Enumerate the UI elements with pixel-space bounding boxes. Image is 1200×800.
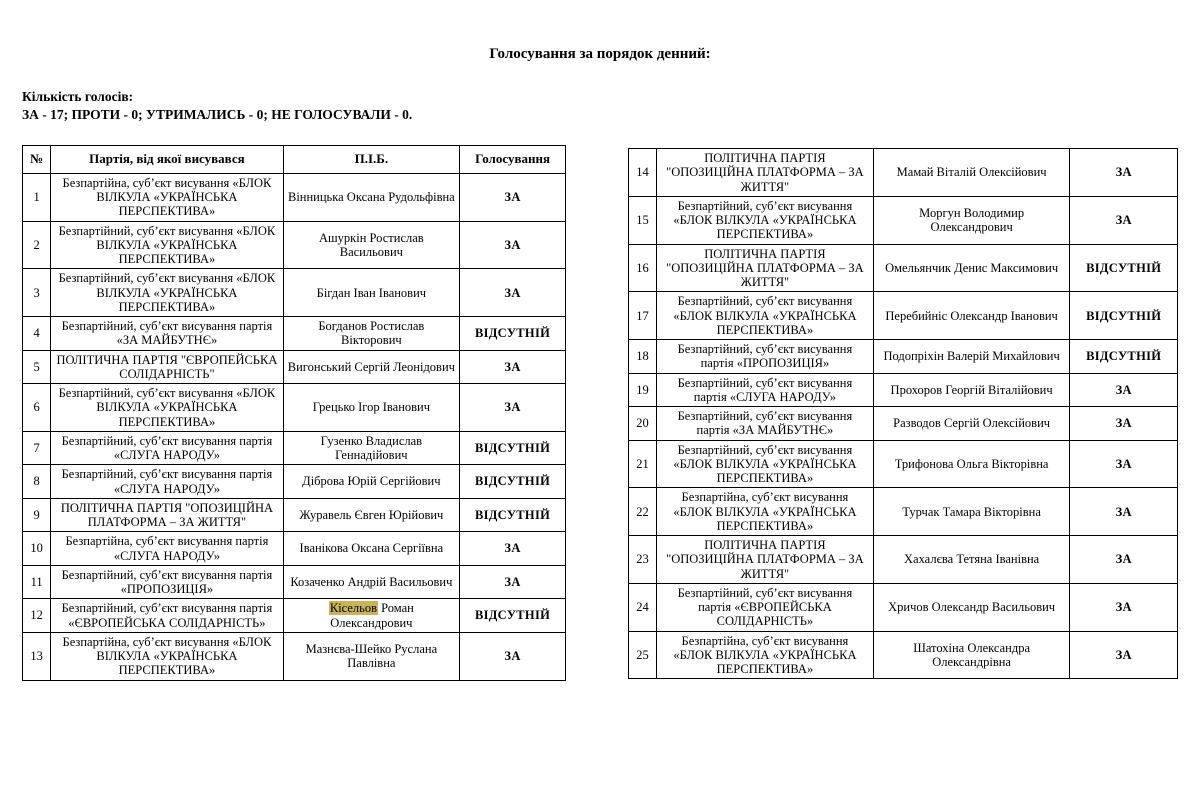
row-number-cell: 15 xyxy=(629,196,657,244)
table-row xyxy=(23,532,566,566)
party-cell: Безпартійний, суб’єкт висування «БЛОК ВІЛКУЛА «УКРАЇНСЬКА ПЕРСПЕКТИВА» xyxy=(656,292,873,340)
party-cell: Безпартійна, суб’єкт висування «БЛОК ВІЛКУЛА «УКРАЇНСЬКА ПЕРСПЕКТИВА» xyxy=(656,488,873,536)
vote-cell: ВІДСУТНІЙ xyxy=(460,599,566,633)
row-number-cell: 14 xyxy=(629,149,657,197)
table-row xyxy=(23,632,566,680)
person-name-cell: Мазнєва-Шейко Руслана Павлівна xyxy=(283,632,459,680)
vote-cell: ЗА xyxy=(460,384,566,432)
col-header-name: П.І.Б. xyxy=(283,146,459,174)
party-cell: Безпартійний, суб’єкт висування партія «ЗА МАЙБУТНЄ» xyxy=(51,317,283,351)
party-cell: Безпартійний, суб’єкт висування «БЛОК ВІЛКУЛА «УКРАЇНСЬКА ПЕРСПЕКТИВА» xyxy=(51,384,283,432)
vote-cell: ВІДСУТНІЙ xyxy=(460,317,566,351)
vote-summary xyxy=(22,88,412,123)
table-row xyxy=(629,440,1178,488)
table-row xyxy=(23,350,566,384)
row-number-cell: 17 xyxy=(629,292,657,340)
row-number-cell: 9 xyxy=(23,498,51,532)
table-row xyxy=(629,244,1178,292)
party-cell: ПОЛІТИЧНА ПАРТІЯ "ОПОЗИЦІЙНА ПЛАТФОРМА – ЗА ЖИТТЯ" xyxy=(656,244,873,292)
vote-cell: ВІДСУТНІЙ xyxy=(460,498,566,532)
vote-cell: ЗА xyxy=(460,269,566,317)
party-cell: Безпартійний, суб’єкт висування партія «ЄВРОПЕЙСЬКА СОЛІДАРНІСТЬ» xyxy=(656,583,873,631)
table-row xyxy=(629,488,1178,536)
col-header-party: Партія, від якої висувався xyxy=(51,146,283,174)
party-cell: ПОЛІТИЧНА ПАРТІЯ "ОПОЗИЦІЙНА ПЛАТФОРМА – ЗА ЖИТТЯ" xyxy=(51,498,283,532)
row-number-cell: 19 xyxy=(629,373,657,407)
row-number-cell: 3 xyxy=(23,269,51,317)
vote-cell: ВІДСУТНІЙ xyxy=(460,465,566,499)
row-number-cell: 16 xyxy=(629,244,657,292)
party-cell: Безпартійний, суб’єкт висування партія «ПРОПОЗИЦІЯ» xyxy=(656,340,873,374)
person-name-cell: Хричов Олександр Васильович xyxy=(873,583,1070,631)
party-cell: Безпартійний, суб’єкт висування партія «СЛУГА НАРОДУ» xyxy=(51,465,283,499)
person-name-cell: Шатохіна Олександра Олександрівна xyxy=(873,631,1070,679)
vote-cell: ЗА xyxy=(1070,149,1178,197)
page-title: Голосування за порядок денний: xyxy=(489,46,711,62)
col-header-vote: Голосування xyxy=(460,146,566,174)
vote-cell: ЗА xyxy=(460,632,566,680)
person-name-cell: Журавель Євген Юрійович xyxy=(283,498,459,532)
row-number-cell: 1 xyxy=(23,173,51,221)
vote-cell: ЗА xyxy=(460,221,566,269)
row-number-cell: 11 xyxy=(23,565,51,599)
vote-cell: ВІДСУТНІЙ xyxy=(460,431,566,465)
table-row xyxy=(23,173,566,221)
person-name-cell: Омельянчик Денис Максимович xyxy=(873,244,1070,292)
person-name-cell: Бігдан Іван Іванович xyxy=(283,269,459,317)
person-name-cell: Хахалєва Тетяна Іванівна xyxy=(873,536,1070,584)
row-number-cell: 13 xyxy=(23,632,51,680)
person-name-cell: Мамай Віталій Олексійович xyxy=(873,149,1070,197)
person-name-cell: Прохоров Георгій Віталійович xyxy=(873,373,1070,407)
party-cell: Безпартійний, суб’єкт висування партія «ЄВРОПЕЙСЬКА СОЛІДАРНІСТЬ» xyxy=(51,599,283,633)
row-number-cell: 20 xyxy=(629,407,657,441)
person-name-cell: Вигонський Сергій Леонідович xyxy=(283,350,459,384)
person-name-cell: Моргун Володимир Олександрович xyxy=(873,196,1070,244)
party-cell: Безпартійний, суб’єкт висування партія «ПРОПОЗИЦІЯ» xyxy=(51,565,283,599)
col-header-num: № xyxy=(23,146,51,174)
table-row xyxy=(629,373,1178,407)
vote-cell: ЗА xyxy=(1070,196,1178,244)
table-row xyxy=(629,149,1178,197)
voting-table-left xyxy=(22,145,566,681)
vote-cell: ЗА xyxy=(460,350,566,384)
table-row xyxy=(23,317,566,351)
vote-cell: ЗА xyxy=(460,173,566,221)
table-row xyxy=(23,431,566,465)
party-cell: Безпартійна, суб’єкт висування «БЛОК ВІЛКУЛА «УКРАЇНСЬКА ПЕРСПЕКТИВА» xyxy=(51,632,283,680)
row-number-cell: 4 xyxy=(23,317,51,351)
vote-cell: ЗА xyxy=(1070,631,1178,679)
person-name-cell: Гузенко Владислав Геннадійович xyxy=(283,431,459,465)
highlighted-name-text: Кісельов xyxy=(329,601,378,616)
row-number-cell: 23 xyxy=(629,536,657,584)
table-row xyxy=(23,269,566,317)
row-number-cell: 10 xyxy=(23,532,51,566)
person-name-cell: Кісельов Роман Олександрович xyxy=(283,599,459,633)
table-row xyxy=(629,536,1178,584)
row-number-cell: 18 xyxy=(629,340,657,374)
table-row xyxy=(23,384,566,432)
person-name-cell: Козаченко Андрій Васильович xyxy=(283,565,459,599)
vote-cell: ВІДСУТНІЙ xyxy=(1070,340,1178,374)
row-number-cell: 7 xyxy=(23,431,51,465)
person-name-cell: Трифонова Ольга Вікторівна xyxy=(873,440,1070,488)
table-row xyxy=(629,292,1178,340)
party-cell: Безпартійний, суб’єкт висування «БЛОК ВІЛКУЛА «УКРАЇНСЬКА ПЕРСПЕКТИВА» xyxy=(51,221,283,269)
person-name-cell: Грецько Ігор Іванович xyxy=(283,384,459,432)
row-number-cell: 6 xyxy=(23,384,51,432)
vote-cell: ЗА xyxy=(1070,373,1178,407)
table-row xyxy=(23,221,566,269)
vote-cell: ЗА xyxy=(1070,536,1178,584)
party-cell: Безпартійний, суб’єкт висування «БЛОК ВІЛКУЛА «УКРАЇНСЬКА ПЕРСПЕКТИВА» xyxy=(51,269,283,317)
vote-cell: ВІДСУТНІЙ xyxy=(1070,292,1178,340)
table-row xyxy=(23,465,566,499)
vote-cell: ЗА xyxy=(460,532,566,566)
vote-summary-counts: ЗА - 17; ПРОТИ - 0; УТРИМАЛИСЬ - 0; НЕ ГОЛОСУВАЛИ - 0. xyxy=(22,106,413,122)
row-number-cell: 25 xyxy=(629,631,657,679)
vote-cell: ЗА xyxy=(1070,407,1178,441)
party-cell: Безпартійний, суб’єкт висування «БЛОК ВІЛКУЛА «УКРАЇНСЬКА ПЕРСПЕКТИВА» xyxy=(656,440,873,488)
person-name-cell: Подопріхін Валерій Михайлович xyxy=(873,340,1070,374)
person-name-cell: Турчак Тамара Вікторівна xyxy=(873,488,1070,536)
row-number-cell: 2 xyxy=(23,221,51,269)
vote-cell: ЗА xyxy=(1070,440,1178,488)
party-cell: ПОЛІТИЧНА ПАРТІЯ "ОПОЗИЦІЙНА ПЛАТФОРМА – ЗА ЖИТТЯ" xyxy=(656,536,873,584)
person-name-cell: Разводов Сергій Олексійович xyxy=(873,407,1070,441)
table-row xyxy=(629,407,1178,441)
row-number-cell: 24 xyxy=(629,583,657,631)
person-name-cell: Вінницька Оксана Рудольфівна xyxy=(283,173,459,221)
table-row xyxy=(629,340,1178,374)
row-number-cell: 5 xyxy=(23,350,51,384)
row-number-cell: 12 xyxy=(23,599,51,633)
person-name-cell: Діброва Юрій Сергійович xyxy=(283,465,459,499)
vote-cell: ЗА xyxy=(1070,583,1178,631)
table-row xyxy=(629,196,1178,244)
party-cell: ПОЛІТИЧНА ПАРТІЯ "ОПОЗИЦІЙНА ПЛАТФОРМА – ЗА ЖИТТЯ" xyxy=(656,149,873,197)
vote-cell: ЗА xyxy=(1070,488,1178,536)
vote-summary-label: Кількість голосів: xyxy=(22,89,134,104)
person-name-cell: Ашуркін Ростислав Васильович xyxy=(283,221,459,269)
vote-cell: ЗА xyxy=(460,565,566,599)
party-cell: Безпартійний, суб’єкт висування «БЛОК ВІЛКУЛА «УКРАЇНСЬКА ПЕРСПЕКТИВА» xyxy=(656,196,873,244)
table-header-row xyxy=(23,146,566,174)
table-row xyxy=(23,498,566,532)
party-cell: ПОЛІТИЧНА ПАРТІЯ "ЄВРОПЕЙСЬКА СОЛІДАРНІСТЬ" xyxy=(51,350,283,384)
table-row xyxy=(23,599,566,633)
table-row xyxy=(23,565,566,599)
party-cell: Безпартійна, суб’єкт висування «БЛОК ВІЛКУЛА «УКРАЇНСЬКА ПЕРСПЕКТИВА» xyxy=(51,173,283,221)
row-number-cell: 22 xyxy=(629,488,657,536)
person-name-cell: Богданов Ростислав Вікторович xyxy=(283,317,459,351)
party-cell: Безпартійна, суб’єкт висування партія «СЛУГА НАРОДУ» xyxy=(51,532,283,566)
table-row xyxy=(629,631,1178,679)
row-number-cell: 21 xyxy=(629,440,657,488)
person-name-cell: Перебийніс Олександр Іванович xyxy=(873,292,1070,340)
party-cell: Безпартійна, суб’єкт висування «БЛОК ВІЛКУЛА «УКРАЇНСЬКА ПЕРСПЕКТИВА» xyxy=(656,631,873,679)
person-name-cell: Іванікова Оксана Сергіївна xyxy=(283,532,459,566)
table-row xyxy=(629,583,1178,631)
row-number-cell: 8 xyxy=(23,465,51,499)
party-cell: Безпартійний, суб’єкт висування партія «СЛУГА НАРОДУ» xyxy=(656,373,873,407)
voting-table-right xyxy=(628,148,1178,679)
party-cell: Безпартійний, суб’єкт висування партія «СЛУГА НАРОДУ» xyxy=(51,431,283,465)
vote-cell: ВІДСУТНІЙ xyxy=(1070,244,1178,292)
party-cell: Безпартійний, суб’єкт висування партія «ЗА МАЙБУТНЄ» xyxy=(656,407,873,441)
